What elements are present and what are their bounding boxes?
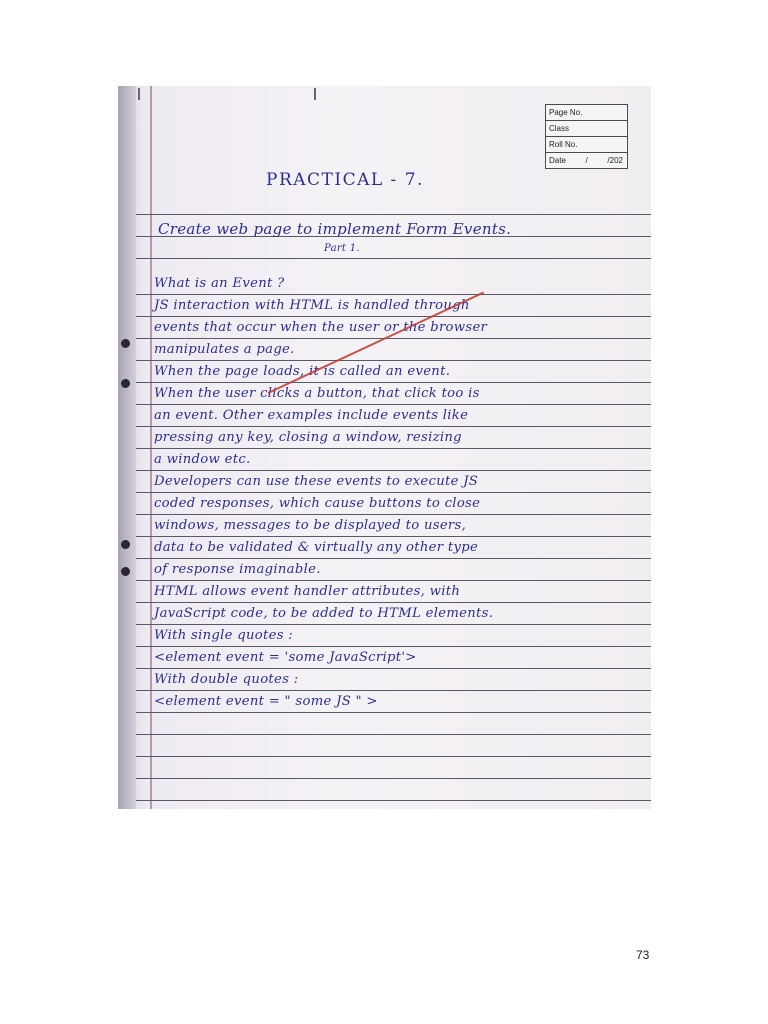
notes-line: events that occur when the user or the browser xyxy=(154,320,488,335)
ruled-line xyxy=(136,580,651,581)
ruled-line xyxy=(136,404,651,405)
date-year: /202 xyxy=(607,156,623,165)
page-no-label: Page No. xyxy=(546,105,627,121)
date-separator: / xyxy=(585,156,588,165)
page-number: 73 xyxy=(636,948,650,962)
ruled-line xyxy=(136,338,651,339)
notes-line: With double quotes : xyxy=(154,672,299,687)
ruled-line xyxy=(136,360,651,361)
ruled-line xyxy=(136,800,651,801)
binding-hole xyxy=(121,379,130,388)
notes-line: When the user clicks a button, that click too is xyxy=(154,386,480,401)
notes-line: Developers can use these events to execute JS xyxy=(154,474,479,489)
ruled-line xyxy=(136,294,651,295)
ruled-line xyxy=(136,426,651,427)
notebook-photo xyxy=(118,86,651,809)
ruled-line xyxy=(136,756,651,757)
notes-line: an event. Other examples include events like xyxy=(154,408,469,423)
binding-hole xyxy=(121,339,130,348)
notes-line: With single quotes : xyxy=(154,628,294,643)
notes-line: When the page loads, it is called an event. xyxy=(154,364,451,379)
practical-subtitle: Create web page to implement Form Events. xyxy=(158,220,512,238)
notes-line: coded responses, which cause buttons to close xyxy=(154,496,481,511)
notes-line: manipulates a page. xyxy=(154,342,295,357)
date-label: Date xyxy=(549,156,566,165)
binding-hole xyxy=(121,540,130,549)
ruled-line xyxy=(136,316,651,317)
notes-line: <element event = " some JS " > xyxy=(154,694,378,709)
ruled-line xyxy=(136,646,651,647)
notes-line: JavaScript code, to be added to HTML elements. xyxy=(154,606,494,621)
notes-line: a window etc. xyxy=(154,452,251,467)
ruled-line xyxy=(136,536,651,537)
binding-hole xyxy=(121,567,130,576)
notes-line: windows, messages to be displayed to users, xyxy=(154,518,467,533)
notes-line: pressing any key, closing a window, resizing xyxy=(154,430,462,445)
notes-line: HTML allows event handler attributes, with xyxy=(154,584,461,599)
ruled-line xyxy=(136,492,651,493)
ruled-line xyxy=(136,624,651,625)
ruled-line xyxy=(136,382,651,383)
ruled-line xyxy=(136,448,651,449)
ruled-line xyxy=(136,514,651,515)
ruled-line xyxy=(136,668,651,669)
ruled-line xyxy=(136,602,651,603)
ruled-line xyxy=(136,470,651,471)
notes-line: of response imaginable. xyxy=(154,562,321,577)
notes-line: What is an Event ? xyxy=(154,276,285,291)
practical-title: PRACTICAL - 7. xyxy=(266,170,424,190)
ruled-line xyxy=(136,690,651,691)
ruled-line xyxy=(136,734,651,735)
ruled-line xyxy=(136,778,651,779)
practical-part: Part 1. xyxy=(324,243,360,254)
roll-no-label: Roll No. xyxy=(546,137,627,153)
notes-line: <element event = 'some JavaScript'> xyxy=(154,650,417,665)
ruled-line xyxy=(136,558,651,559)
ruled-line xyxy=(136,258,651,259)
ruled-line xyxy=(136,712,651,713)
notes-line: data to be validated & virtually any other type xyxy=(154,540,479,555)
class-label: Class xyxy=(546,121,627,137)
notes-line: JS interaction with HTML is handled through xyxy=(154,298,470,313)
ruled-line xyxy=(136,214,651,215)
